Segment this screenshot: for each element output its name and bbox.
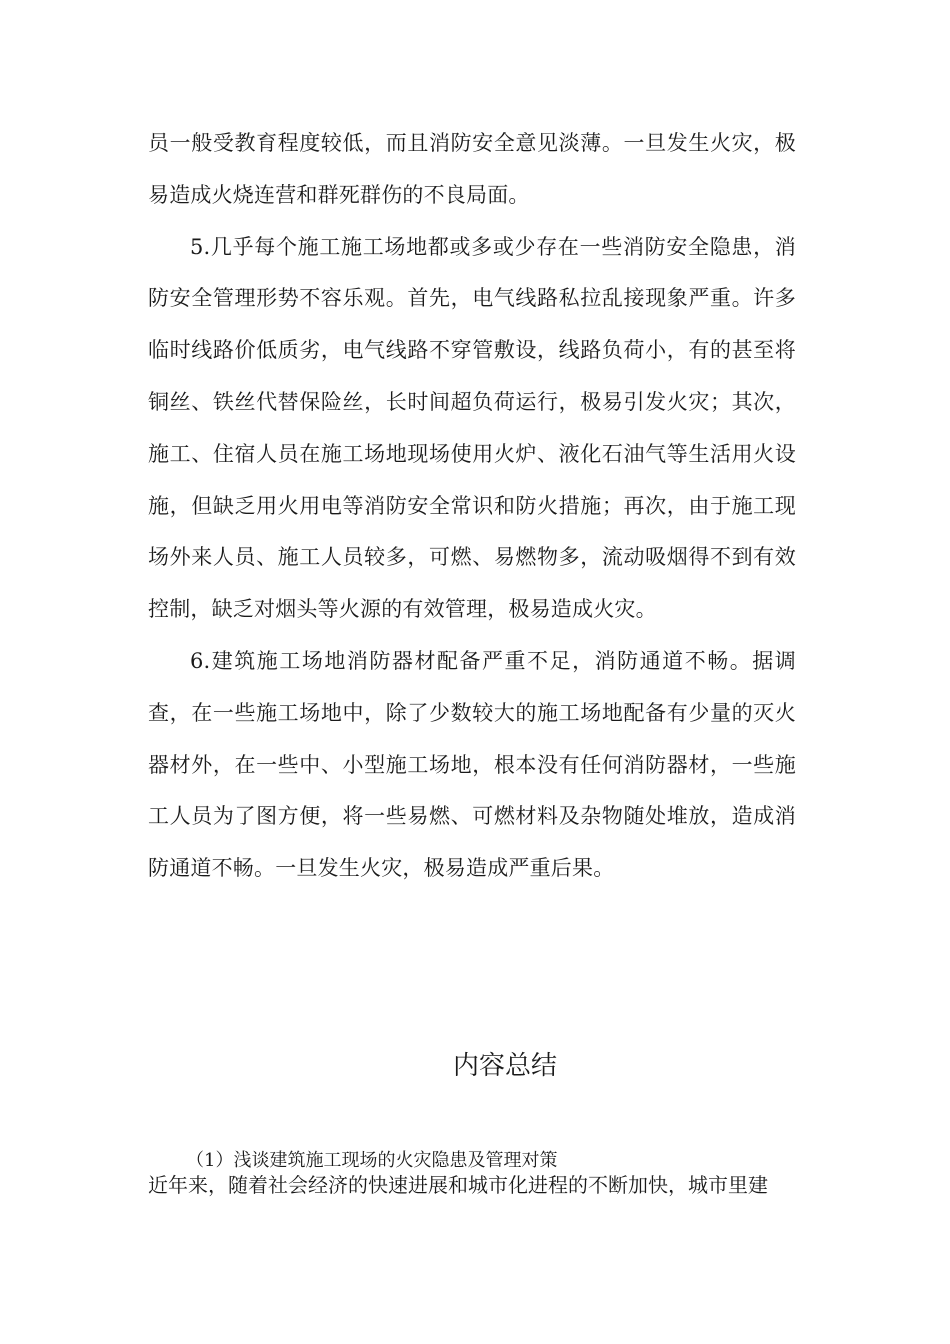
paragraph-item-6: 6.建筑施工场地消防器材配备严重不足，消防通道不畅。据调查，在一些施工场地中，除了少数较大的施工场地配备有少量的灭火器材外，在一些中、小型施工场地，根本没有任何消防器材，一些施工人员为了图方便，将一些易燃、可燃材料及杂物随处堆放，造成消防通道不畅。一旦发生火灾，极易造成严重后果。	[148, 648, 796, 881]
paragraph-continuation: 员一般受教育程度较低，而且消防安全意见淡薄。一旦发生火灾，极易造成火烧连营和群死群伤的不良局面。	[148, 131, 796, 207]
summary-title: 内容总结	[452, 1051, 557, 1081]
body-text	[148, 118, 796, 895]
summary-body-text: 近年来，随着社会经济的快速进展和城市化进程的不断加快，城市里建	[148, 1173, 768, 1197]
summary-item-heading: （1）浅谈建筑施工现场的火灾隐患及管理对策	[186, 1150, 558, 1171]
paragraph-item-5: 5.几乎每个施工施工场地都或多或少存在一些消防安全隐患，消防安全管理形势不容乐观。首先，电气线路私拉乱接现象严重。许多临时线路价低质劣，电气线路不穿管敷设，线路负荷小，有的甚至将铜丝、铁丝代替保险丝，长时间超负荷运行，极易引发火灾；其次，施工、住宿人员在施工场地现场使用火炉、液化石油气等生活用火设施，但缺乏用火用电等消防安全常识和防火措施；再次，由于施工现场外来人员、施工人员较多，可燃、易燃物多，流动吸烟得不到有效控制，缺乏对烟头等火源的有效管理，极易造成火灾。	[148, 234, 796, 622]
